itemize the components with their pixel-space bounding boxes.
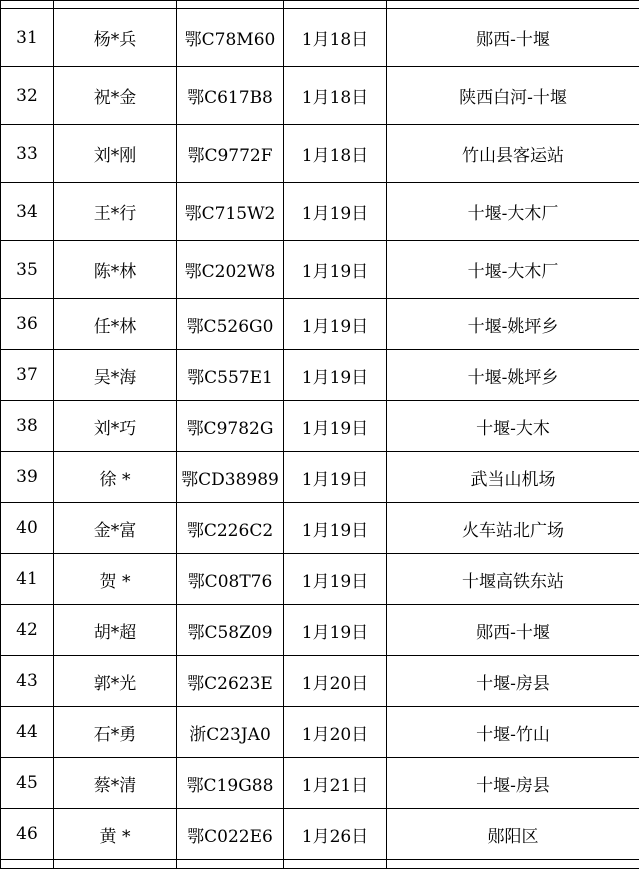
route: 十堰-房县 [387,758,639,809]
travel-date: 1月19日 [284,605,387,656]
person-name: 蔡*清 [54,758,177,809]
route: 陕西白河-十堰 [387,67,639,125]
license-plate: 鄂C022E6 [177,809,284,860]
row-number: 46 [1,809,54,860]
route: 十堰高铁东站 [387,554,639,605]
route: 十堰-竹山 [387,707,639,758]
travel-date: 1月18日 [284,67,387,125]
person-name: 杨*兵 [54,9,177,67]
travel-date: 1月19日 [284,554,387,605]
route: 十堰-姚坪乡 [387,299,639,350]
table-row [1,67,639,125]
table-cell [387,1,639,9]
person-name: 王*行 [54,183,177,241]
travel-date: 1月20日 [284,656,387,707]
person-name: 吴*海 [54,350,177,401]
table-cell [1,860,54,869]
license-plate: 鄂C9782G [177,401,284,452]
row-number: 43 [1,656,54,707]
table-row [1,125,639,183]
table-row [1,350,639,401]
license-plate: 鄂C2623E [177,656,284,707]
route: 十堰-大木 [387,401,639,452]
travel-date: 1月18日 [284,9,387,67]
travel-date: 1月19日 [284,241,387,299]
route: 竹山县客运站 [387,125,639,183]
license-plate: 鄂C617B8 [177,67,284,125]
table-row [1,758,639,809]
person-name: 贺 * [54,554,177,605]
travel-date: 1月19日 [284,183,387,241]
table-cell [54,860,177,869]
row-number: 34 [1,183,54,241]
table-row [1,605,639,656]
row-number: 33 [1,125,54,183]
route: 十堰-大木厂 [387,183,639,241]
table-cell [284,1,387,9]
row-number: 39 [1,452,54,503]
license-plate: 鄂CD38989 [177,452,284,503]
license-plate: 浙C23JA0 [177,707,284,758]
table-row [1,503,639,554]
travel-date: 1月19日 [284,299,387,350]
row-number: 31 [1,9,54,67]
person-name: 徐 * [54,452,177,503]
person-name: 任*林 [54,299,177,350]
license-plate: 鄂C202W8 [177,241,284,299]
table-row [1,401,639,452]
route: 十堰-大木厂 [387,241,639,299]
table-row-cut-top [1,1,639,9]
table-cell [1,1,54,9]
table-row [1,183,639,241]
row-number: 45 [1,758,54,809]
route: 郧西-十堰 [387,605,639,656]
table-row [1,299,639,350]
license-plate: 鄂C08T76 [177,554,284,605]
table-cell [177,1,284,9]
person-name: 胡*超 [54,605,177,656]
row-number: 35 [1,241,54,299]
table-row [1,656,639,707]
table-row-cut-bottom [1,860,639,869]
table-row [1,707,639,758]
travel-date: 1月26日 [284,809,387,860]
person-name: 金*富 [54,503,177,554]
person-name: 黄 * [54,809,177,860]
person-name: 石*勇 [54,707,177,758]
table-cell [284,860,387,869]
route: 十堰-姚坪乡 [387,350,639,401]
table-row [1,809,639,860]
table-cell [387,860,639,869]
route: 郧阳区 [387,809,639,860]
row-number: 40 [1,503,54,554]
travel-date: 1月19日 [284,503,387,554]
travel-date: 1月18日 [284,125,387,183]
travel-date: 1月19日 [284,350,387,401]
person-name: 祝*金 [54,67,177,125]
row-number: 41 [1,554,54,605]
route: 十堰-房县 [387,656,639,707]
travel-date: 1月20日 [284,707,387,758]
license-plate: 鄂C715W2 [177,183,284,241]
person-name: 郭*光 [54,656,177,707]
travel-date: 1月19日 [284,401,387,452]
travel-date: 1月21日 [284,758,387,809]
license-plate: 鄂C19G88 [177,758,284,809]
row-number: 44 [1,707,54,758]
table-cell [177,860,284,869]
license-plate: 鄂C58Z09 [177,605,284,656]
table-row [1,554,639,605]
row-number: 42 [1,605,54,656]
license-plate: 鄂C78M60 [177,9,284,67]
license-plate: 鄂C226C2 [177,503,284,554]
person-name: 刘*刚 [54,125,177,183]
route: 火车站北广场 [387,503,639,554]
row-number: 32 [1,67,54,125]
table-row [1,9,639,67]
route: 郧西-十堰 [387,9,639,67]
table-cell [54,1,177,9]
license-plate: 鄂C526G0 [177,299,284,350]
table-row [1,452,639,503]
row-number: 37 [1,350,54,401]
person-name: 陈*林 [54,241,177,299]
row-number: 36 [1,299,54,350]
license-plate: 鄂C557E1 [177,350,284,401]
row-number: 38 [1,401,54,452]
route: 武当山机场 [387,452,639,503]
travel-date: 1月19日 [284,452,387,503]
table-row [1,241,639,299]
license-plate: 鄂C9772F [177,125,284,183]
person-name: 刘*巧 [54,401,177,452]
